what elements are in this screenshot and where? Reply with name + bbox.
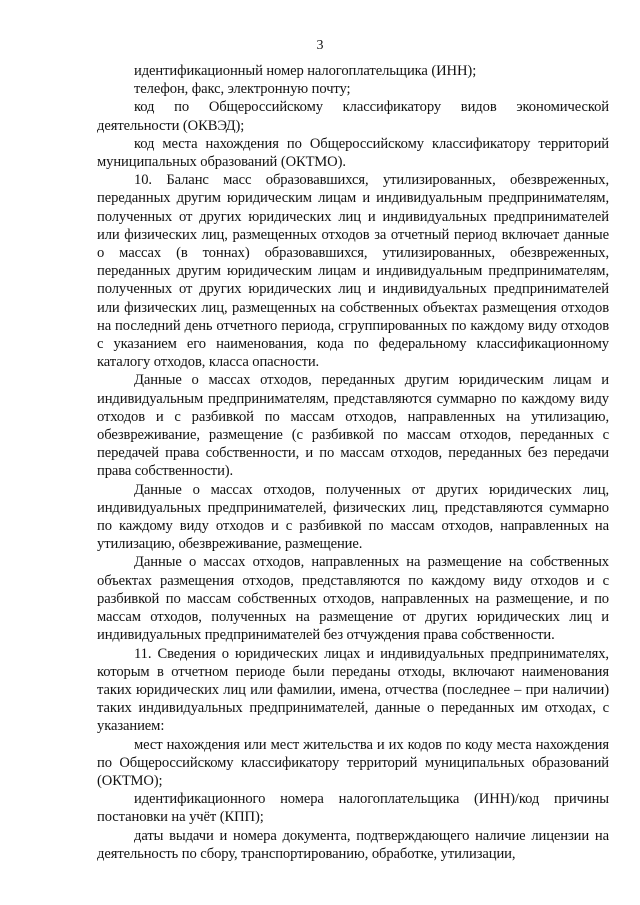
page-number: 3 [316,38,324,53]
paragraph-received-waste: Данные о массах отходов, полученных от других юридических лиц, индивидуальных предпринимателей, физических лиц, представляются суммарно по каждому виду отходов и с разбивкой по массам отходов, направленных на утилизацию, обезвреживание, размещение. [97,481,609,553]
paragraph-placed-waste: Данные о массах отходов, направленных на размещение на собственных объектах размещения отходов, представляются по каждому виду отходов и с разбивкой по массам собственных отходов, направленных на размещение, и по массам отходов, полученных на размещение от других юридических лиц и индивидуальных предпринимателей без отчуждения права собственности. [97,554,609,644]
paragraph-oktmo: код места нахождения по Общероссийскому классификатору территорий муниципальных образований (ОКТМО). [97,135,609,171]
paragraph-section-10: 10. Баланс масс образовавшихся, утилизированных, обезвреженных, переданных другим юридическим лицам и индивидуальным предпринимателям, полученных от других юридических лиц и индивидуальных предпринимателей или физических лиц, размещенных отходов за отчетный период включает данные о массах (в тоннах) образовавшихся, утилизированных, обезвреженных, переданных другим юридическим лицам и индивидуальным предпринимателям, полученных от других юридических лиц и индивидуальных предпринимателей или физических лиц, размещенных на собственных объектах размещения отходов на последний день отчетного периода, сгруппированных по каждому виду отходов с указанием его наименования, кода по федеральному классификационному каталогу отходов, класса опасности. [97,172,609,371]
paragraph-transferred-waste: Данные о массах отходов, переданных другим юридическим лицам и индивидуальным предпринимателям, представляются суммарно по каждому виду отходов и с разбивкой по массам отходов, направленных на утилизацию, обезвреживание, размещение (с разбивкой по массам отходов, переданных с передачей права собственности, и по массам отходов, переданных без передачи права собственности). [97,372,609,480]
paragraph-inn-kpp: идентификационного номера налогоплательщика (ИНН)/код причины постановки на учёт (КПП); [97,791,609,826]
paragraph-contacts: телефон, факс, электронную почту; [134,81,351,98]
paragraph-inn: идентификационный номер налогоплательщика (ИНН); [134,63,477,79]
paragraph-license: даты выдачи и номера документа, подтверждающего наличие лицензии на деятельность по сбору, транспортированию, обработке, утилизации, [97,827,609,862]
paragraph-okved: код по Общероссийскому классификатору видов экономической деятельности (ОКВЭД); [97,99,609,134]
document-body [97,62,609,863]
paragraph-locations: мест нахождения или мест жительства и их кодов по коду места нахождения по Общероссийскому классификатору территорий муниципальных образований (ОКТМО); [97,736,609,789]
paragraph-section-11: 11. Сведения о юридических лицах и индивидуальных предпринимателях, которым в отчетном периоде были переданы отходы, включают наименования таких юридических лиц или фамилии, имена, отчества (последнее – при наличии) таких индивидуальных предпринимателей, данные о переданных им отходах, с указанием: [97,645,609,735]
